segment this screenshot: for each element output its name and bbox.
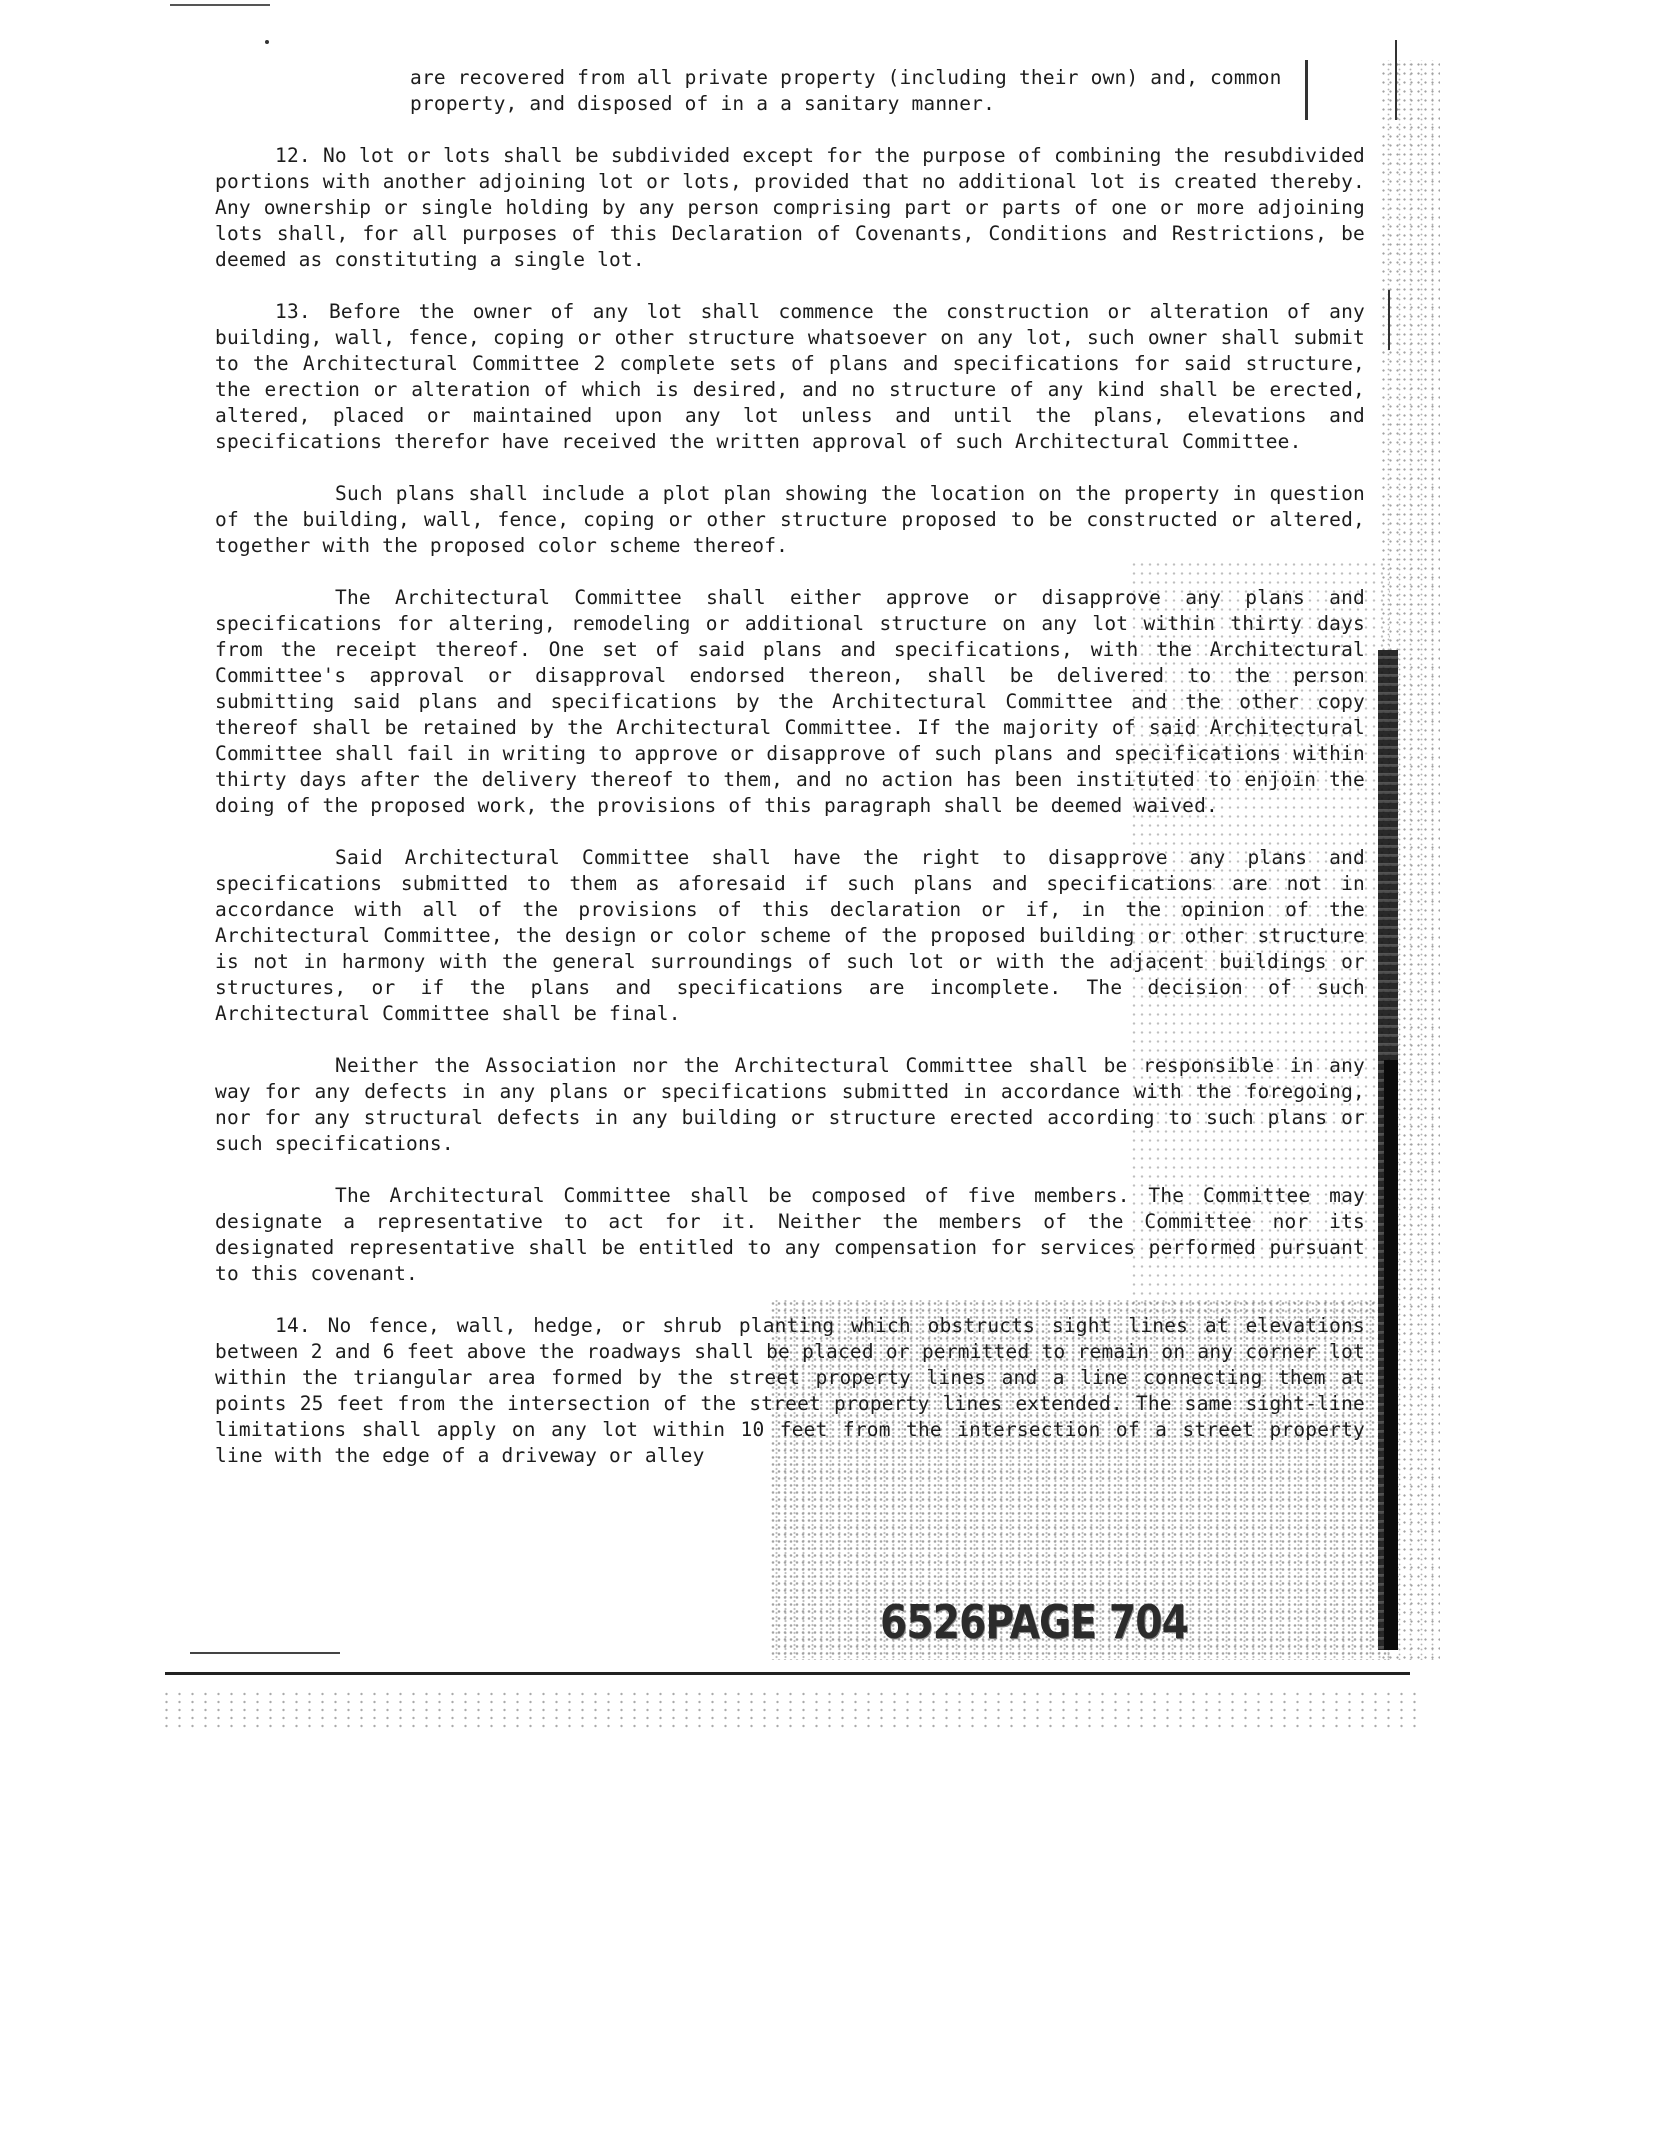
bottom-short-rule	[190, 1652, 340, 1654]
paragraph-12: 12. No lot or lots shall be subdivided except for the purpose of combining the resubdivided portions with another adjoining lot or lots, provided that no additional lot is created thereby. Any ownership or single holding by any person comprising part or parts of one or more adjoining lots shall, for all purposes of this Declaration of Covenants, Conditions and Restrictions, be deemed as constituting a single lot.	[215, 144, 1365, 271]
paragraph-13: 13. Before the owner of any lot shall commence the construction or alteration of any building, wall, fence, coping or other structure whatsoever on any lot, such owner shall submit to the Architectural Committee 2 complete sets of plans and specifications for said structure, the erection or alteration of which is desired, and no structure of any kind shall be erected, altered, placed or maintained upon any lot unless and until the plans, elevations and specifications therefor have received the written approval of such Architectural Committee.	[215, 300, 1365, 453]
paragraph-13-disapproval-right: Said Architectural Committee shall have the right to disapprove any plans and specifications submitted to them as aforesaid if such plans and specifications are not in accordance with all of the provisions of this declaration or if, in the opinion of the Architectural Committee, the design or color scheme of the proposed building or other structure is not in harmony with the general surroundings of such lot or with the adjacent buildings or structures, or if the plans and specifications are incomplete. The decision of such Architectural Committee shall be final.	[215, 846, 1365, 1025]
document-body	[215, 65, 1365, 1495]
paragraph-continuation: are recovered from all private property (including their own) and, common property, and disposed of in a a sanitary manner.	[410, 66, 1282, 115]
paragraph-13-liability: Neither the Association nor the Architectural Committee shall be responsible in any way for any defects in any plans or specifications submitted in accordance with the foregoing, nor for any structural defects in any building or structure erected according to such plans or such specifications.	[215, 1054, 1365, 1155]
scan-noise-bottom	[160, 1690, 1420, 1730]
top-rule	[170, 4, 270, 6]
paragraph-13-approval: The Architectural Committee shall either approve or disapprove any plans and specifications for altering, remodeling or additional structure on any lot within thirty days from the receipt thereof. One set of said plans and specifications, with the Architectural Committee's approval or disapproval endorsed thereon, shall be delivered to the person submitting said plans and specifications by the Architectural Committee and the other copy thereof shall be retained by the Architectural Committee. If the majority of said Architectural Committee shall fail in writing to approve or disapprove of such plans and specifications within thirty days after the delivery thereof to them, and no action has been instituted to enjoin the doing of the proposed work, the provisions of this paragraph shall be deemed waived.	[215, 586, 1365, 817]
scan-mark-vertical	[1388, 290, 1390, 350]
paragraph-13-composition: The Architectural Committee shall be composed of five members. The Committee may designate a representative to act for it. Neither the members of the Committee nor its designated representative shall be entitled to any compensation for services performed pursuant to this covenant.	[215, 1184, 1365, 1285]
paragraph-14: 14. No fence, wall, hedge, or shrub planting which obstructs sight lines at elevations between 2 and 6 feet above the roadways shall be placed or permitted to remain on any corner lot within the triangular area formed by the street property lines and a line connecting them at points 25 feet from the intersection of the street property lines extended. The same sight-line limitations shall apply on any lot within 10 feet from the intersection of a street property line with the edge of a driveway or alley	[215, 1314, 1365, 1467]
bottom-rule	[165, 1672, 1410, 1675]
paragraph-13-plot-plan: Such plans shall include a plot plan showing the location on the property in question of the building, wall, fence, coping or other structure proposed to be constructed or altered, together with the proposed color scheme thereof.	[215, 482, 1365, 557]
scan-edge-bar-dark	[1384, 1060, 1398, 1650]
scan-mark	[265, 40, 269, 44]
scan-mark-vertical	[1395, 40, 1397, 120]
book-page-stamp: 6526PAGE 704	[880, 1595, 1188, 1649]
